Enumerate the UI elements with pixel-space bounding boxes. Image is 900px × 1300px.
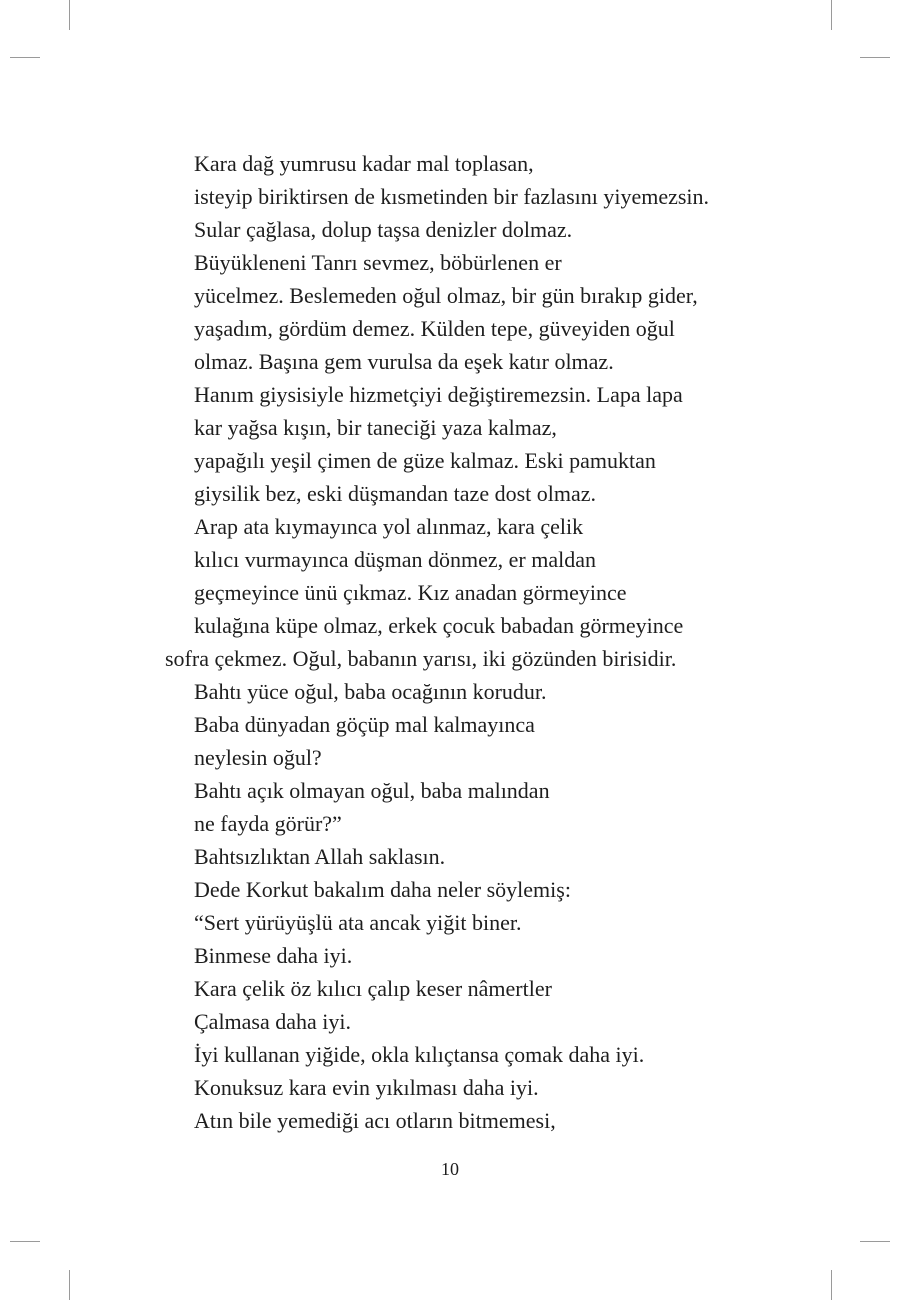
body-text [165,147,765,1137]
text-line: İyi kullanan yiğide, okla kılıçtansa çomak daha iyi. [194,1042,645,1067]
text-line: neylesin oğul? [194,745,322,770]
crop-mark-top-right-horizontal [860,57,890,58]
text-line: Konuksuz kara evin yıkılması daha iyi. [194,1075,539,1100]
text-line: kılıcı vurmayınca düşman dönmez, er maldan [194,547,596,572]
text-line: Atın bile yemediği acı otların bitmemesi, [194,1108,556,1133]
text-line: Dede Korkut bakalım daha neler söylemiş: [194,877,571,902]
text-line: giysilik bez, eski düşmandan taze dost olmaz. [194,481,597,506]
text-line: “Sert yürüyüşlü ata ancak yiğit biner. [194,910,522,935]
page-number: 10 [441,1159,459,1179]
text-line: olmaz. Başına gem vurulsa da eşek katır olmaz. [194,349,614,374]
crop-mark-bottom-right-vertical [831,1270,832,1300]
text-line: Bahtsızlıktan Allah saklasın. [194,844,446,869]
text-line: Binmese daha iyi. [194,943,353,968]
text-line: Kara dağ yumrusu kadar mal toplasan, [194,151,534,176]
text-line: kar yağsa kışın, bir taneciği yaza kalmaz, [194,415,557,440]
crop-mark-top-right-vertical [831,0,832,30]
text-line: isteyip biriktirsen de kısmetinden bir fazlasını yiyemezsin. [194,184,710,209]
text-line: Hanım giysisiyle hizmetçiyi değiştiremezsin. Lapa lapa [194,382,683,407]
text-line: ne fayda görür?” [194,811,342,836]
text-line: Kara çelik öz kılıcı çalıp keser nâmertler [194,976,552,1001]
text-line: Büyükleneni Tanrı sevmez, böbürlenen er [194,250,562,275]
text-line: yapağılı yeşil çimen de güze kalmaz. Eski pamuktan [194,448,656,473]
text-line: kulağına küpe olmaz, erkek çocuk babadan görmeyince [194,613,684,638]
text-line: yücelmez. Beslemeden oğul olmaz, bir gün bırakıp gider, [194,283,698,308]
text-line: Baba dünyadan göçüp mal kalmayınca [194,712,535,737]
crop-mark-top-left-horizontal [10,57,40,58]
crop-mark-bottom-right-horizontal [860,1241,890,1242]
text-line: geçmeyince ünü çıkmaz. Kız anadan görmeyince [194,580,627,605]
text-line: Çalmasa daha iyi. [194,1009,352,1034]
text-line: Sular çağlasa, dolup taşsa denizler dolmaz. [194,217,573,242]
text-line: Bahtı yüce oğul, baba ocağının korudur. [194,679,547,704]
text-line: sofra çekmez. Oğul, babanın yarısı, iki gözünden birisidir. [165,646,677,671]
crop-mark-top-left-vertical [69,0,70,30]
crop-mark-bottom-left-horizontal [10,1241,40,1242]
crop-mark-bottom-left-vertical [69,1270,70,1300]
text-line: Bahtı açık olmayan oğul, baba malından [194,778,550,803]
text-line: Arap ata kıymayınca yol alınmaz, kara çelik [194,514,584,539]
text-line: yaşadım, gördüm demez. Külden tepe, güveyiden oğul [194,316,675,341]
